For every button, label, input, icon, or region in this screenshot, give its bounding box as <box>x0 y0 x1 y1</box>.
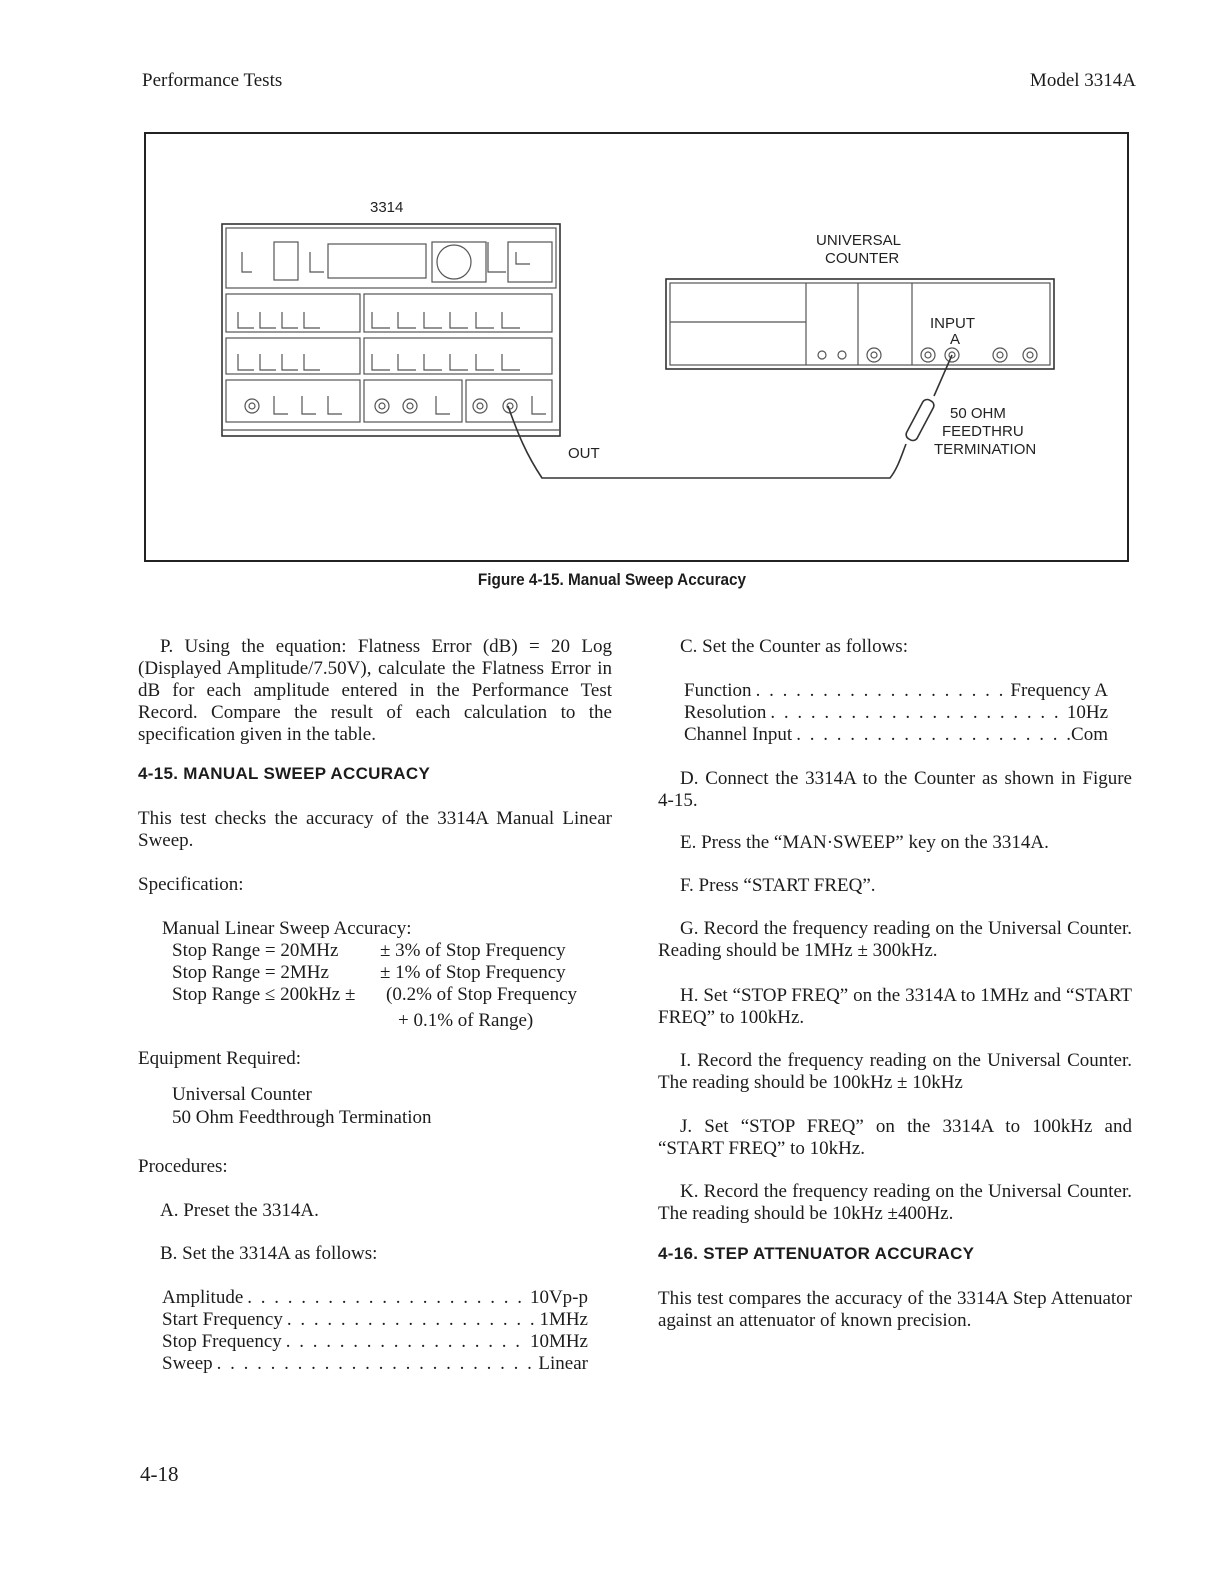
counter-label-1: UNIVERSAL <box>816 232 902 249</box>
setting-row <box>162 1287 588 1309</box>
termination-to-input-cable <box>934 355 952 396</box>
step-g: G. Record the frequency reading on the Universal Counter. Reading should be 1MHz ± 300kHz. <box>658 918 1132 961</box>
spec-title: Manual Linear Sweep Accuracy: <box>162 918 412 939</box>
figure-caption: Figure 4-15. Manual Sweep Accuracy <box>477 570 747 589</box>
setting-value: Com <box>1071 724 1108 745</box>
step-i: I. Record the frequency reading on the Universal Counter. The reading should be 100kHz ± 10kHz <box>658 1050 1132 1093</box>
spec-range: Stop Range = 2MHz <box>172 962 329 983</box>
leader-dots <box>752 680 1011 702</box>
running-header-right: Model 3314A <box>1029 70 1136 91</box>
setting-label: Stop Frequency <box>162 1331 282 1352</box>
setting-value: Frequency A <box>1010 680 1108 701</box>
spec-continuation: + 0.1% of Range) <box>398 1010 534 1031</box>
setting-row <box>684 680 1108 702</box>
spec-table <box>172 940 577 1006</box>
setting-label: Channel Input <box>684 724 793 745</box>
input-label: INPUT <box>930 315 975 332</box>
feedthru-termination <box>904 398 935 442</box>
equipment-item-counter: Universal Counter <box>172 1084 312 1105</box>
leader-dots <box>243 1287 530 1309</box>
spec-value: (0.2% of Stop Frequency <box>386 984 578 1005</box>
section-intro-4-15: This test checks the accuracy of the 3314A Manual Linear Sweep. <box>138 808 612 851</box>
setting-row <box>162 1309 588 1331</box>
figure-frame <box>144 132 1129 562</box>
universal-counter <box>666 279 1054 369</box>
section-heading-4-16: 4-16. STEP ATTENUATOR ACCURACY <box>658 1244 975 1263</box>
termination-label-2: FEEDTHRU <box>942 423 1024 440</box>
setting-row <box>684 724 1108 746</box>
step-h: H. Set “STOP FREQ” on the 3314A to 1MHz and “START FREQ” to 100kHz. <box>658 985 1132 1028</box>
connection-diagram <box>146 134 1131 564</box>
page-number: 4-18 <box>140 1462 179 1486</box>
counter-settings <box>684 680 1108 746</box>
setting-label: Function <box>684 680 752 701</box>
setting-value: 10MHz <box>529 1331 588 1352</box>
setting-row <box>162 1331 588 1353</box>
setting-value: 10Vp-p <box>529 1287 588 1308</box>
spec-value: ± 1% of Stop Frequency <box>380 962 566 983</box>
leader-dots <box>766 702 1067 724</box>
instrument-label: 3314 <box>370 199 404 216</box>
spec-range: Stop Range = 20MHz <box>172 940 339 961</box>
section-intro-4-16: This test compares the accuracy of the 3314A Step Attenuator against an attenuator of known precision. <box>658 1288 1132 1331</box>
equipment-label: Equipment Required: <box>138 1048 302 1069</box>
step-b: B. Set the 3314A as follows: <box>160 1243 378 1264</box>
step-k: K. Record the frequency reading on the Universal Counter. The reading should be 10kHz ±400Hz. <box>658 1181 1132 1224</box>
setting-value: 1MHz <box>539 1309 588 1330</box>
equipment-item-termination: 50 Ohm Feedthrough Termination <box>172 1107 432 1128</box>
leader-dots <box>282 1331 530 1353</box>
spec-row <box>172 962 577 984</box>
setting-row <box>684 702 1108 724</box>
setting-label: Sweep <box>162 1353 213 1374</box>
setting-value: 10Hz <box>1066 702 1108 723</box>
spec-value: ± 3% of Stop Frequency <box>380 940 566 961</box>
setting-label: Start Frequency <box>162 1309 283 1330</box>
setting-value: Linear <box>538 1353 588 1374</box>
step-j: J. Set “STOP FREQ” on the 3314A to 100kHz and “START FREQ” to 10kHz. <box>658 1116 1132 1159</box>
step-a: A. Preset the 3314A. <box>160 1200 319 1221</box>
spec-range: Stop Range ≤ 200kHz ± <box>172 984 356 1005</box>
left-column <box>138 636 612 746</box>
signal-generator-3314 <box>222 224 560 436</box>
leader-dots <box>213 1353 539 1375</box>
step-p: P. Using the equation: Flatness Error (dB) = 20 Log (Displayed Amplitude/7.50V), calculate the Flatness Error in dB for each amplitude entered in the Performance Test Record. Compare the result of each calculation to the specification given in the table. <box>138 636 612 745</box>
step-c: C. Set the Counter as follows: <box>680 636 908 657</box>
counter-label-2: COUNTER <box>825 250 900 267</box>
step-e: E. Press the “MAN·SWEEP” key on the 3314A. <box>680 832 1049 853</box>
setting-label: Amplitude <box>162 1287 244 1308</box>
termination-label-1: 50 OHM <box>950 405 1006 422</box>
leader-dots <box>283 1309 540 1331</box>
step-f: F. Press “START FREQ”. <box>680 875 876 896</box>
setting-label: Resolution <box>684 702 767 723</box>
spec-label: Specification: <box>138 874 244 895</box>
generator-settings <box>162 1287 588 1375</box>
out-label: OUT <box>568 445 600 462</box>
input-channel-label: A <box>950 331 961 348</box>
running-header-left: Performance Tests <box>142 70 283 91</box>
bnc-cable <box>508 406 906 478</box>
step-d: D. Connect the 3314A to the Counter as shown in Figure 4-15. <box>658 768 1132 811</box>
section-heading-4-15: 4-15. MANUAL SWEEP ACCURACY <box>138 764 431 783</box>
spec-row <box>172 984 577 1006</box>
leader-dots <box>792 724 1071 746</box>
termination-label-3: TERMINATION <box>934 441 1037 458</box>
setting-row <box>162 1353 588 1375</box>
procedures-label: Procedures: <box>138 1156 228 1177</box>
spec-row <box>172 940 577 962</box>
